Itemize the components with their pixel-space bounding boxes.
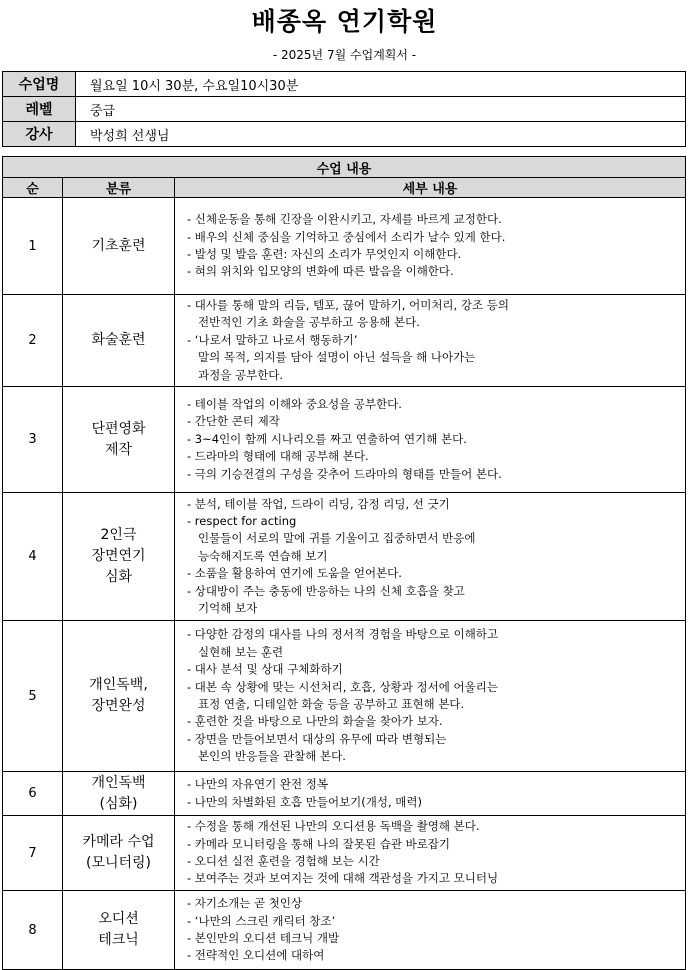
category-line: 기초훈련	[91, 237, 146, 254]
row-category	[63, 772, 175, 816]
category-line: 오디션	[98, 911, 139, 928]
detail-line: 실현해 보는 훈련	[198, 644, 284, 659]
row-category	[63, 387, 175, 493]
detail-line: - 장면을 만들어보면서 대상의 유무에 따라 변형되는	[187, 731, 447, 746]
detail-line: 과정을 공부한다.	[198, 367, 284, 382]
document-subtitle: - 2025년 7월 수업계획서 -	[272, 48, 417, 62]
row-detail	[175, 387, 686, 493]
detail-line: - 다양한 감정의 대사를 나의 정서적 경험을 바탕으로 이해하고	[187, 627, 499, 642]
curriculum-row	[3, 772, 686, 816]
class-name-label: 수업명	[3, 72, 76, 97]
detail-line: - 상대방이 주는 충동에 반응하는 나의 신체 호흡을 찾고	[187, 583, 465, 598]
detail-line: - 나만의 차별화된 호흡 만들어보기(개성, 매력)	[187, 794, 423, 809]
detail-line: - 분석, 테이블 작업, 드라이 리딩, 감정 리딩, 선 긋기	[187, 496, 450, 511]
row-number: 7	[3, 816, 63, 891]
detail-line: 기억해 보자	[198, 601, 258, 616]
info-row-class-name	[3, 72, 686, 97]
detail-line: - 나만의 자유연기 완전 정복	[187, 777, 328, 792]
detail-line: - 오디션 실전 훈련을 경험해 보는 시간	[187, 854, 380, 869]
category-line: 2인극	[100, 527, 137, 544]
category-line: 테크닉	[98, 932, 139, 949]
detail-line: - 신체운동을 통해 긴장을 이완시키고, 자세를 바르게 교정한다.	[187, 212, 502, 227]
detail-line: 전반적인 기초 화술을 공부하고 응용해 본다.	[198, 315, 420, 330]
category-line: 장면연기	[91, 548, 146, 565]
row-number: 5	[3, 621, 63, 772]
instructor-value: 박성희 선생님	[76, 122, 686, 147]
curriculum-table	[2, 156, 686, 970]
category-line: 카메라 수업	[82, 834, 155, 851]
row-number: 4	[3, 493, 63, 621]
class-info-table	[2, 71, 686, 147]
category-line: 화술훈련	[91, 332, 146, 349]
detail-line: - 테이블 작업의 이해와 중요성을 공부한다.	[187, 397, 402, 412]
detail-line: - 대본 속 상황에 맞는 시선처리, 호흡, 상황과 정서에 어울리는	[187, 679, 498, 694]
info-row-level	[3, 97, 686, 122]
detail-line: - 소품을 활용하여 연기에 도움을 얻어본다.	[187, 566, 402, 581]
category-line: 장면완성	[91, 698, 146, 715]
detail-line: - 대사를 통해 말의 리듬, 템포, 끊어 말하기, 어미처리, 강조 등의	[187, 298, 509, 312]
curriculum-row	[3, 198, 686, 295]
row-detail	[175, 772, 686, 816]
curriculum-row	[3, 621, 686, 772]
curriculum-row	[3, 387, 686, 493]
detail-line: - ‘나로서 말하고 나로서 행동하기’	[187, 332, 358, 347]
detail-line: - 전략적인 오디션에 대하여	[187, 948, 325, 963]
detail-line: 말의 목적, 의지를 담아 설명이 아닌 설득을 해 나아가는	[198, 350, 476, 365]
detail-line: - 3~4인이 함께 시나리오를 짜고 연출하여 연기해 본다.	[187, 431, 467, 446]
category-line: 개인독백,	[89, 677, 148, 694]
curriculum-row	[3, 295, 686, 387]
category-line: 단편영화	[91, 420, 146, 437]
detail-line: - ‘나만의 스크린 캐릭터 창조’	[187, 913, 336, 928]
detail-line: - 수정을 통해 개선된 나만의 오디션용 독백을 촬영해 본다.	[187, 819, 480, 834]
row-detail	[175, 198, 686, 295]
level-value: 중급	[76, 97, 686, 122]
detail-line: - 배우의 신체 중심을 기억하고 중심에서 소리가 날수 있게 한다.	[187, 229, 506, 244]
row-category	[63, 493, 175, 621]
detail-line: 본인의 반응들을 관찰해 본다.	[198, 749, 346, 764]
header-no: 순	[3, 178, 63, 198]
detail-line: 인물들이 서로의 말에 귀를 기울이고 집중하면서 반응에	[198, 531, 476, 546]
header-detail: 세부 내용	[175, 178, 686, 198]
detail-line: - 자기소개는 곧 첫인상	[187, 896, 303, 911]
row-category	[63, 816, 175, 891]
detail-line: - 카메라 모니터링을 통해 나의 잘못된 습관 바로잡기	[187, 836, 451, 851]
row-detail	[175, 493, 686, 621]
detail-line: 표정 연출, 디테일한 화술 등을 공부하고 표현해 본다.	[198, 697, 465, 712]
category-line: 심화	[104, 569, 133, 586]
detail-line: 능숙해지도록 연습해 보기	[198, 548, 328, 563]
category-line: 개인독백	[91, 774, 146, 791]
row-detail	[175, 816, 686, 891]
row-number: 1	[3, 198, 63, 295]
level-label: 레벨	[3, 97, 76, 122]
instructor-label: 강사	[3, 122, 76, 147]
detail-line: - 훈련한 것을 바탕으로 나만의 화술을 찾아가 보자.	[187, 714, 443, 729]
row-number: 3	[3, 387, 63, 493]
row-category	[63, 198, 175, 295]
row-number: 6	[3, 772, 63, 816]
row-number: 2	[3, 295, 63, 387]
category-line: (모니터링)	[85, 855, 152, 872]
info-row-instructor	[3, 122, 686, 147]
row-category	[63, 295, 175, 387]
row-category	[63, 621, 175, 772]
curriculum-row	[3, 493, 686, 621]
detail-line: - 발성 및 발음 훈련: 자신의 소리가 무엇인지 이해한다.	[187, 247, 462, 261]
section-title: 수업 내용	[3, 157, 686, 178]
class-name-value: 월요일 10시 30분, 수요일10시30분	[76, 72, 686, 97]
row-number: 8	[3, 891, 63, 970]
row-detail	[175, 295, 686, 387]
detail-line: - 대사 분석 및 상대 구체화하기	[187, 662, 343, 677]
document-title: 배종옥 연기학원	[251, 7, 438, 36]
category-line: 제작	[104, 441, 133, 458]
detail-line: - 혀의 위치와 입모양의 변화에 따른 발음을 이해한다.	[187, 264, 454, 279]
header-category: 분류	[63, 178, 175, 198]
detail-line: - respect for acting	[187, 514, 297, 529]
detail-line: - 극의 기승전결의 구성을 갖추어 드라마의 형태를 만들어 본다.	[187, 466, 502, 481]
detail-line: - 간단한 콘티 제작	[187, 414, 280, 429]
detail-line: - 본인만의 오디션 테크닉 개발	[187, 931, 340, 946]
row-detail	[175, 621, 686, 772]
category-line: (심화)	[99, 795, 138, 812]
curriculum-row	[3, 816, 686, 891]
detail-line: - 드라마의 형태에 대해 공부해 본다.	[187, 449, 369, 464]
detail-line: - 보여주는 것과 보여지는 것에 대해 객관성을 가지고 모니터닝	[187, 871, 499, 886]
